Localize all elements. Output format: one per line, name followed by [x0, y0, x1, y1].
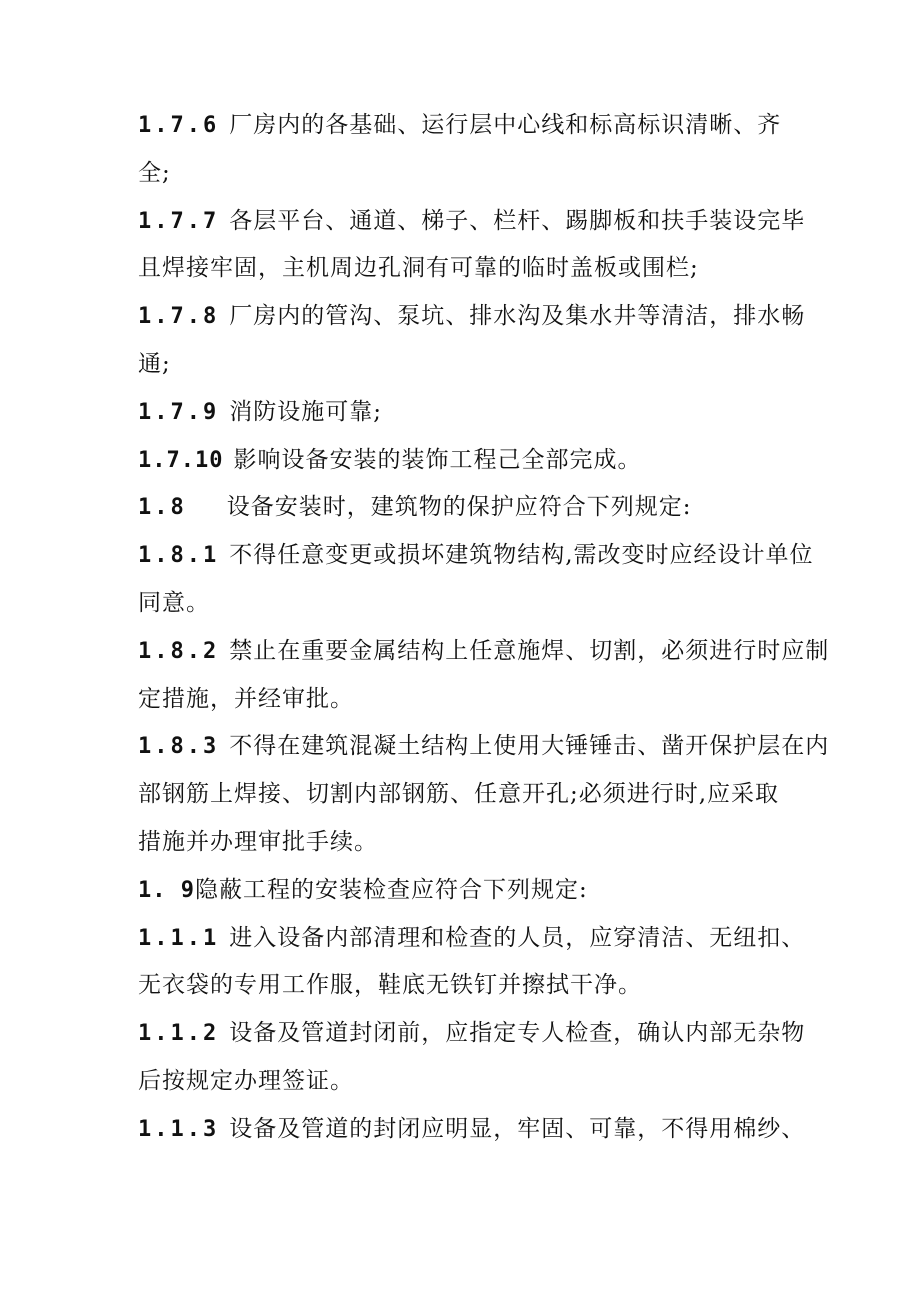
- clause-text: 且焊接牢固，主机周边孔洞有可靠的临时盖板或围栏;: [138, 255, 699, 282]
- clause-text: 定措施，并经审批。: [138, 685, 354, 712]
- clause-text: 不得任意变更或损坏建筑物结构,需改变时应经设计单位: [229, 542, 814, 569]
- clause-text: 厂房内的各基础、运行层中心线和标高标识清晰、齐: [229, 112, 782, 138]
- clause-text: 不得在建筑混凝土结构上使用大锤锤击、凿开保护层在内: [229, 733, 830, 760]
- clause-text: 设备及管道的封闭应明显，牢固、可靠，不得用棉纱、: [229, 1115, 806, 1142]
- paragraph-1-7-7-cont: [138, 245, 798, 293]
- paragraph-1-7-7: [138, 198, 806, 246]
- paragraph-1-8: [138, 484, 798, 532]
- paragraph-1-7-9: [138, 389, 798, 437]
- paragraph-1-8-1: [138, 532, 814, 580]
- clause-text: 影响设备安装的装饰工程己全部完成。: [233, 446, 642, 473]
- paragraph-1-8-3-cont-1: [138, 771, 798, 819]
- paragraph-1-8-3-cont-2: [138, 819, 798, 867]
- paragraph-1-8-1-cont: [138, 580, 798, 628]
- clause-text: 全;: [138, 159, 171, 186]
- paragraph-1-9: [138, 867, 798, 915]
- clause-text: 后按规定办理签证。: [138, 1067, 354, 1094]
- clause-number: 1.7.9: [138, 399, 220, 425]
- clause-number: 1.1.3: [138, 1116, 220, 1142]
- paragraph-1-8-2: [138, 628, 830, 676]
- clause-text: 设备及管道封闭前，应指定专人检查，确认内部无杂物: [229, 1020, 806, 1047]
- paragraph-1-7-6-cont: [138, 150, 798, 198]
- clause-number: 1.1.2: [138, 1021, 220, 1047]
- clause-number: 1.1.1: [138, 925, 220, 951]
- paragraph-1-8-3: [138, 723, 830, 771]
- paragraph-1-7-8: [138, 293, 806, 341]
- clause-text: 同意。: [138, 589, 210, 616]
- clause-number: 1.8.2: [138, 638, 220, 664]
- clause-number: 1.8.3: [138, 734, 220, 760]
- clause-text: 部钢筋上焊接、切割内部钢筋、任意开孔;必须进行时,应采取: [138, 781, 780, 808]
- paragraph-1-7-8-cont: [138, 341, 798, 389]
- clause-text: 无衣袋的专用工作服，鞋底无铁钉并擦拭干净。: [138, 972, 642, 999]
- paragraph-1-7-10: [138, 437, 798, 485]
- clause-text: 措施并办理审批手续。: [138, 828, 378, 855]
- clause-text: 消防设施可靠;: [229, 398, 382, 425]
- clause-number: 1.8.1: [138, 543, 220, 569]
- clause-number: 1.7.10: [138, 447, 224, 473]
- clause-number: 1.8: [138, 495, 187, 521]
- paragraph-1-1-3: [138, 1106, 806, 1154]
- paragraph-1-1-2: [138, 1010, 806, 1058]
- clause-number: 1.7.8: [138, 304, 220, 330]
- clause-text: 进入设备内部清理和检查的人员，应穿清洁、无纽扣、: [229, 924, 806, 951]
- clause-number: 1. 9: [138, 877, 195, 903]
- paragraph-1-1-1: [138, 915, 806, 963]
- clause-text: 厂房内的管沟、泵坑、排水沟及集水井等清洁，排水畅: [229, 303, 806, 330]
- clause-number: 1.7.6: [138, 113, 220, 138]
- document-body: [138, 102, 830, 1154]
- paragraph-1-8-2-cont: [138, 676, 798, 724]
- clause-text: 禁止在重要金属结构上任意施焊、切割，必须进行时应制: [229, 637, 830, 664]
- clause-text: 设备安装时，建筑物的保护应符合下列规定:: [226, 494, 692, 521]
- clause-number: 1.7.7: [138, 208, 220, 234]
- clause-text: 通;: [138, 350, 171, 377]
- clause-text: 隐蔽工程的安装检查应符合下列规定:: [194, 876, 588, 903]
- paragraph-1-1-2-cont: [138, 1058, 798, 1106]
- paragraph-1-7-6: [138, 102, 798, 150]
- paragraph-1-1-1-cont: [138, 962, 798, 1010]
- clause-text: 各层平台、通道、梯子、栏杆、踢脚板和扶手装设完毕: [229, 207, 806, 234]
